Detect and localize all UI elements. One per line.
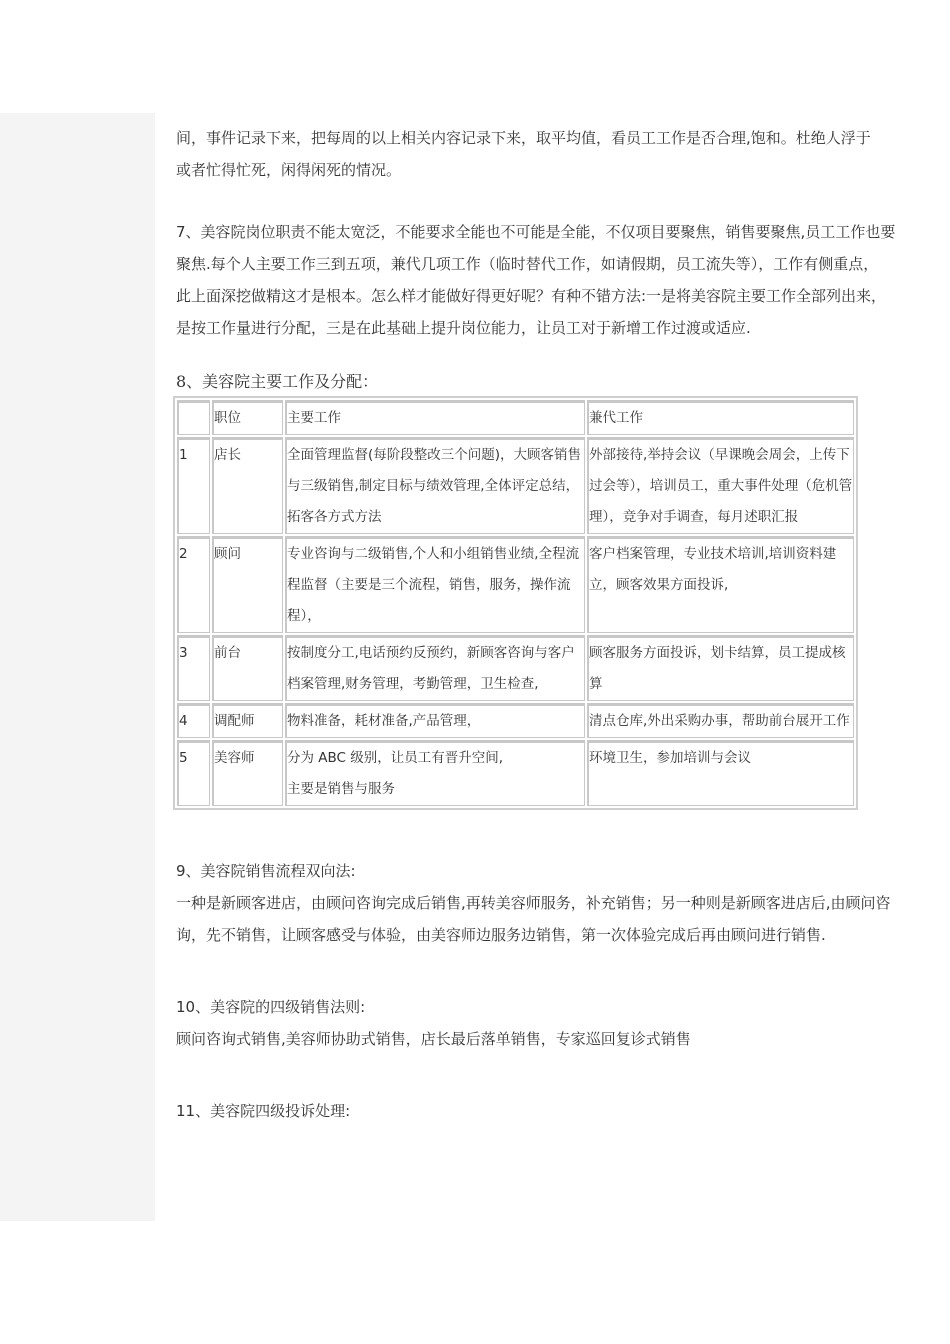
section7-line-1: 7、美容院岗位职责不能太宽泛，不能要求全能也不可能是全能，不仅项目要聚焦，销售要聚焦,员工工作也要 bbox=[176, 223, 896, 241]
row-number: 4 bbox=[177, 703, 210, 738]
section11-heading: 11、美容院四级投诉处理: bbox=[176, 1102, 351, 1120]
row-position: 顾问 bbox=[212, 536, 283, 633]
section10-heading: 10、美容院的四级销售法则: bbox=[176, 998, 366, 1016]
table-header-cell bbox=[177, 400, 210, 435]
intro-line-2: 或者忙得忙死，闲得闲死的情况。 bbox=[176, 161, 402, 179]
table-header-cell: 主要工作 bbox=[285, 400, 585, 435]
section10-line: 顾问咨询式销售,美容师协助式销售，店长最后落单销售，专家巡回复诊式销售 bbox=[176, 1030, 691, 1048]
row-position: 调配师 bbox=[212, 703, 283, 738]
row-number: 5 bbox=[177, 740, 210, 806]
row-main-work: 专业咨询与二级销售,个人和小组销售业绩,全程流程监督（主要是三个流程，销售，服务，操作流程）， bbox=[285, 536, 585, 633]
intro-line-1: 间，事件记录下来，把每周的以上相关内容记录下来，取平均值，看员工工作是否合理,饱和。杜绝人浮于 bbox=[176, 129, 871, 147]
row-number: 2 bbox=[177, 536, 210, 633]
row-position: 前台 bbox=[212, 635, 283, 701]
row-position: 店长 bbox=[212, 437, 283, 534]
row-main-work: 物料准备，耗材准备,产品管理， bbox=[285, 703, 585, 738]
section9-heading: 9、美容院销售流程双向法: bbox=[176, 862, 356, 880]
table-header-cell: 职位 bbox=[212, 400, 283, 435]
table-header-row bbox=[177, 400, 854, 435]
section7-line-2: 聚焦.每个人主要工作三到五项，兼代几项工作（临时替代工作，如请假期，员工流失等），工作有侧重点， bbox=[176, 255, 879, 273]
row-extra-work: 清点仓库,外出采购办事，帮助前台展开工作 bbox=[587, 703, 854, 738]
row-main-work: 按制度分工,电话预约反预约，新顾客咨询与客户档案管理,财务管理，考勤管理，卫生检查, bbox=[285, 635, 585, 701]
row-main-work bbox=[285, 740, 585, 806]
document-content bbox=[176, 122, 950, 1127]
section9-line-1: 一种是新顾客进店，由顾问咨询完成后销售,再转美容师服务，补充销售；另一种则是新顾客进店后,由顾问咨 bbox=[176, 894, 891, 912]
table-row bbox=[177, 536, 854, 633]
row-main-work: 全面管理监督(每阶段整改三个问题)，大顾客销售与三级销售,制定目标与绩效管理,全体评定总结，拓客各方式方法 bbox=[285, 437, 585, 534]
section7-line-4: 是按工作量进行分配，三是在此基础上提升岗位能力，让员工对于新增工作过渡或适应. bbox=[176, 319, 751, 337]
section9-line-2: 询，先不销售，让顾客感受与体验，由美容师边服务边销售，第一次体验完成后再由顾问进行销售. bbox=[176, 926, 826, 944]
section8-heading: 8、美容院主要工作及分配： bbox=[176, 372, 379, 391]
table-row bbox=[177, 437, 854, 534]
table-row bbox=[177, 740, 854, 806]
table-header-cell: 兼代工作 bbox=[587, 400, 854, 435]
row-main-work-line: 分为 ABC 级别，让员工有晋升空间, bbox=[287, 750, 504, 766]
table-row bbox=[177, 703, 854, 738]
row-number: 1 bbox=[177, 437, 210, 534]
row-extra-work: 顾客服务方面投诉，划卡结算，员工提成核算 bbox=[587, 635, 854, 701]
row-number: 3 bbox=[177, 635, 210, 701]
table-row bbox=[177, 635, 854, 701]
section7-line-3: 此上面深挖做精这才是根本。怎么样才能做好得更好呢？有种不错方法:一是将美容院主要工作全部列出来， bbox=[176, 287, 887, 305]
row-main-work-line: 主要是销售与服务 bbox=[287, 781, 395, 797]
row-extra-work: 环境卫生，参加培训与会议 bbox=[587, 740, 854, 806]
row-extra-work: 外部接待,举持会议（早课晚会周会，上传下过会等），培训员工，重大事件处理（危机管理），竞争对手调查，每月述职汇报 bbox=[587, 437, 854, 534]
row-position: 美容师 bbox=[212, 740, 283, 806]
work-allocation-table bbox=[173, 396, 858, 810]
left-sidebar-panel bbox=[0, 113, 155, 1221]
row-extra-work: 客户档案管理，专业技术培训,培训资料建立，顾客效果方面投诉, bbox=[587, 536, 854, 633]
